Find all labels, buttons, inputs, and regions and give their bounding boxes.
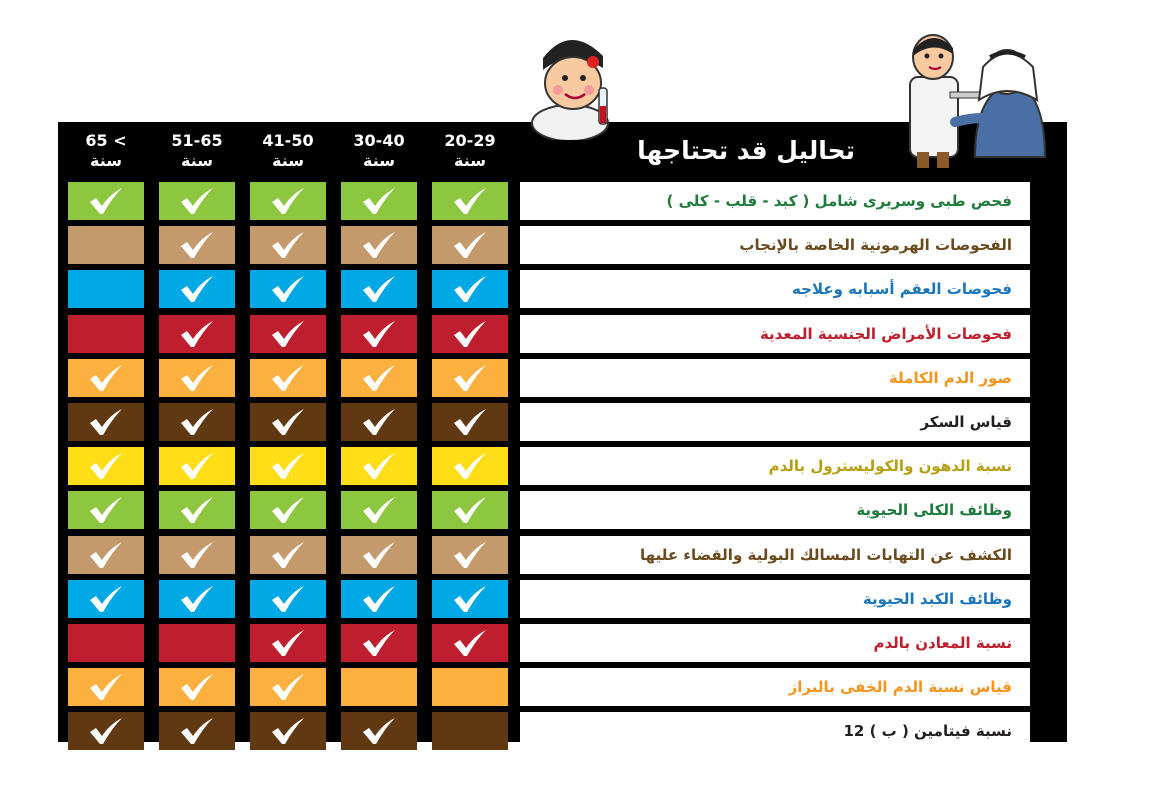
- check-cell: [341, 270, 417, 308]
- check-cell: [159, 447, 235, 485]
- check-cell: [159, 359, 235, 397]
- test-label: نسبة الدهون والكوليسترول بالدم: [520, 447, 1030, 485]
- checkmark-icon: [179, 230, 215, 260]
- check-cell: [250, 315, 326, 353]
- test-label: نسبة فيتامين ( ب ) 12: [520, 712, 1030, 750]
- check-cell: [250, 580, 326, 618]
- checkmark-icon: [179, 495, 215, 525]
- check-cell: [432, 580, 508, 618]
- checkmark-icon: [88, 540, 124, 570]
- age-unit: سنة: [363, 151, 395, 170]
- check-cell: [159, 536, 235, 574]
- checkmark-icon: [270, 363, 306, 393]
- check-cell: [250, 447, 326, 485]
- checkmark-icon: [88, 495, 124, 525]
- check-cell: [159, 403, 235, 441]
- check-cell: [250, 403, 326, 441]
- checkmark-icon: [270, 230, 306, 260]
- check-cell: [341, 359, 417, 397]
- check-cell: [159, 226, 235, 264]
- checkmark-icon: [179, 716, 215, 746]
- checkmark-icon: [179, 451, 215, 481]
- checkmark-icon: [88, 716, 124, 746]
- check-cell: [68, 712, 144, 750]
- test-label: الكشف عن التهابات المسالك البولية والقضاء عليها: [520, 536, 1030, 574]
- age-unit: سنة: [90, 151, 122, 170]
- check-cell: [159, 182, 235, 220]
- check-cell: [68, 403, 144, 441]
- check-cell: [432, 315, 508, 353]
- checkmark-icon: [179, 186, 215, 216]
- age-range: 65 <: [85, 131, 127, 150]
- checkmark-icon: [452, 319, 488, 349]
- test-label: الفحوصات الهرمونية الخاصة بالإنجاب: [520, 226, 1030, 264]
- age-header-3: [155, 122, 239, 180]
- check-cell: [68, 536, 144, 574]
- age-header-2: [246, 122, 330, 180]
- check-cell: [341, 712, 417, 750]
- check-cell: [432, 182, 508, 220]
- checkmark-icon: [270, 407, 306, 437]
- check-cell: [159, 668, 235, 706]
- checkmark-icon: [270, 495, 306, 525]
- test-label: وظائف الكلى الحيوية: [520, 491, 1030, 529]
- checkmark-icon: [270, 274, 306, 304]
- test-label: نسبة المعادن بالدم: [520, 624, 1030, 662]
- check-cell: [432, 226, 508, 264]
- check-cell: [432, 536, 508, 574]
- check-cell: [341, 226, 417, 264]
- check-cell: [341, 580, 417, 618]
- check-cell: [68, 668, 144, 706]
- checkmark-icon: [452, 274, 488, 304]
- check-cell: [432, 270, 508, 308]
- check-cell: [432, 668, 508, 706]
- check-cell: [159, 624, 235, 662]
- check-cell: [432, 359, 508, 397]
- check-cell: [341, 447, 417, 485]
- checkmark-icon: [270, 584, 306, 614]
- age-range: 20-29: [444, 131, 496, 150]
- checkmark-icon: [452, 186, 488, 216]
- check-cell: [341, 491, 417, 529]
- test-label: وظائف الكبد الحيوية: [520, 580, 1030, 618]
- checkmark-icon: [88, 672, 124, 702]
- checkmark-icon: [361, 230, 397, 260]
- check-cell: [341, 536, 417, 574]
- check-cell: [341, 668, 417, 706]
- check-cell: [68, 182, 144, 220]
- check-cell: [341, 624, 417, 662]
- checkmark-icon: [270, 628, 306, 658]
- checkmark-icon: [361, 407, 397, 437]
- checkmark-icon: [270, 319, 306, 349]
- checkmark-icon: [179, 672, 215, 702]
- check-cell: [68, 226, 144, 264]
- checkmark-icon: [270, 540, 306, 570]
- check-cell: [159, 712, 235, 750]
- check-cell: [68, 315, 144, 353]
- age-unit: سنة: [454, 151, 486, 170]
- checkmark-icon: [361, 716, 397, 746]
- check-cell: [432, 491, 508, 529]
- checkmark-icon: [452, 584, 488, 614]
- check-cell: [68, 270, 144, 308]
- checkmark-icon: [270, 716, 306, 746]
- checkmark-icon: [452, 628, 488, 658]
- checkmark-icon: [270, 451, 306, 481]
- checkmark-icon: [452, 230, 488, 260]
- check-cell: [250, 270, 326, 308]
- checkmark-icon: [361, 451, 397, 481]
- check-cell: [68, 580, 144, 618]
- checkmark-icon: [361, 540, 397, 570]
- test-label: قياس نسبة الدم الخفى بالبراز: [520, 668, 1030, 706]
- age-range: 51-65: [171, 131, 223, 150]
- checkmark-icon: [452, 451, 488, 481]
- checkmark-icon: [270, 186, 306, 216]
- checkmark-icon: [452, 495, 488, 525]
- checkmark-icon: [361, 495, 397, 525]
- check-cell: [159, 491, 235, 529]
- checkmark-icon: [361, 274, 397, 304]
- test-label: قياس السكر: [520, 403, 1030, 441]
- check-cell: [341, 315, 417, 353]
- test-label: فحوصات الأمراض الجنسية المعدية: [520, 315, 1030, 353]
- check-cell: [250, 491, 326, 529]
- checkmark-icon: [452, 407, 488, 437]
- check-cell: [250, 624, 326, 662]
- checkmark-icon: [452, 540, 488, 570]
- check-cell: [159, 270, 235, 308]
- checkmark-icon: [361, 186, 397, 216]
- age-unit: سنة: [181, 151, 213, 170]
- check-cell: [432, 403, 508, 441]
- check-cell: [432, 712, 508, 750]
- checkmark-icon: [88, 186, 124, 216]
- age-header-0: [428, 122, 512, 180]
- check-cell: [250, 536, 326, 574]
- check-cell: [432, 447, 508, 485]
- check-cell: [250, 359, 326, 397]
- checkmark-icon: [88, 584, 124, 614]
- check-cell: [432, 624, 508, 662]
- age-range: 41-50: [262, 131, 314, 150]
- chart-title: تحاليل قد تحتاجها: [637, 136, 855, 165]
- check-cell: [250, 182, 326, 220]
- test-label: فحص طبى وسريرى شامل ( كبد - قلب - كلى ): [520, 182, 1030, 220]
- check-cell: [68, 359, 144, 397]
- check-cell: [250, 712, 326, 750]
- check-cell: [68, 447, 144, 485]
- checkmark-icon: [88, 407, 124, 437]
- checkmark-icon: [361, 363, 397, 393]
- checkmark-icon: [179, 407, 215, 437]
- check-cell: [159, 315, 235, 353]
- check-cell: [250, 226, 326, 264]
- doctor-drawing-blood-illustration: [895, 22, 1055, 172]
- checkmark-icon: [361, 319, 397, 349]
- checkmark-icon: [88, 363, 124, 393]
- checkmark-icon: [361, 584, 397, 614]
- checkmark-icon: [179, 540, 215, 570]
- check-cell: [159, 580, 235, 618]
- checkmark-icon: [179, 584, 215, 614]
- checkmark-icon: [179, 319, 215, 349]
- check-cell: [250, 668, 326, 706]
- check-cell: [341, 403, 417, 441]
- checkmark-icon: [179, 274, 215, 304]
- age-header-4: [64, 122, 148, 180]
- checkmark-icon: [88, 451, 124, 481]
- checkmark-icon: [361, 628, 397, 658]
- age-unit: سنة: [272, 151, 304, 170]
- check-cell: [68, 624, 144, 662]
- checkmark-icon: [452, 363, 488, 393]
- checkmark-icon: [270, 672, 306, 702]
- check-cell: [68, 491, 144, 529]
- test-label: فحوصات العقم أسبابه وعلاجه: [520, 270, 1030, 308]
- age-header-1: [337, 122, 421, 180]
- checkmark-icon: [179, 363, 215, 393]
- age-range: 30-40: [353, 131, 405, 150]
- test-label: صور الدم الكاملة: [520, 359, 1030, 397]
- check-cell: [341, 182, 417, 220]
